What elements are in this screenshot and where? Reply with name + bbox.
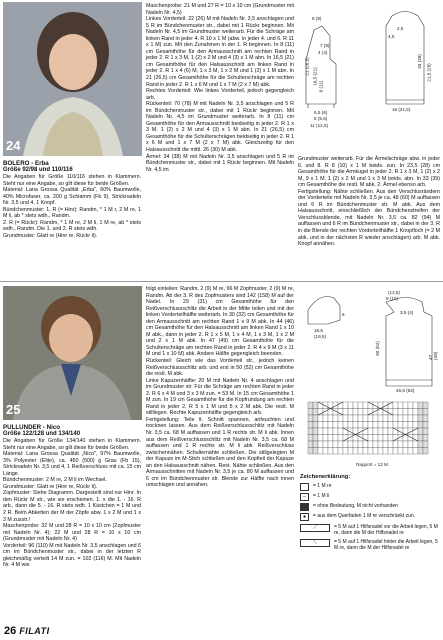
paragraph: Grundmuster weiterarb. Für die Ärmelschräge abw. in jeder 6. und 8. R 8 (10) x 1 M beids. zun. In 23,5 (28) cm Gesamthöhe für die Armkugel in jeder 2. R 1 x 3 M, 1 (2) x 2 M, 9 x 1 M, 1 (2) x 2 M und 1 x 3 M beids. abn. In 33 (39) cm Gesamthöhe die restl. M abk. 2. Ärmel ebenso arb.: [298, 156, 440, 189]
paragraph: Bündchenmuster: 2 M re, 2 M li im Wechsel.: [3, 477, 107, 484]
chart-cell: [343, 422, 348, 429]
dim-label: 50 (52): [374, 341, 380, 356]
increase-symbol-icon: ●: [300, 513, 309, 521]
paragraph: folgt einteilen: Randm, 2 (9) M re, 96 M Zopfmuster, 2 (9) M re, Randm. Ab der 3. R des Zopfmusters sind 142 (158) M auf der Nadel. In 29 (31) cm Gesamthöhe für den Reißverschlussschlitz die Arbeit in der Mitte teilen und mit der linken Vorderteilhälfte weiterarb. In 30 (32) cm Gesamthöhe für den Armausschnitt am rechten Rand 1 x 9 M abk. In 44 (46) cm Gesamthöhe für den Halsausschnitt am linken Rand 1 x 10 M abk., dann in jeder 2. R 1 x 5 M, 1 x 4 M, 1 x 3 M, 1 x 2 M und 2 x 1 M abk. In 47 (49) cm Gesamthöhe für die Schulterschräge am rechten Rand in jeder 2. R 4 x 9 M (3 x 11 M und 1 x 10 M) abk. Andere Hälfte gegengleich beenden.: [146, 286, 294, 358]
dim-label: 18,5: [314, 328, 323, 333]
legend-item: [300, 524, 440, 536]
model-sizes: Größe 122/128 und 134/140: [3, 431, 81, 437]
chart-cell: [353, 402, 358, 409]
chart-cell: [318, 415, 323, 422]
chart-cell: [343, 402, 348, 409]
chart-cell: [348, 441, 353, 448]
paragraph: Vorderteil: 96 (110) M mit Nadeln Nr. 3,5 anschlagen und 6 cm im Bündchenmuster str., dabei in der letzten R gleichmäßig verteilt 14 M zun. = 102 (116) M. Mit Nadeln Nr. 4 M wie: [3, 542, 141, 569]
chart-cell: [413, 409, 418, 416]
paragraph: Die Angaben für Größe 134/140 stehen in Klammern. Steht nur eine Angabe, so gilt diese für beide Größen.: [3, 438, 141, 451]
paragraph: Material: Lana Grossa Qualität „Nico", 97% Baumwolle, 3% Polyester (Elite), ca. 450 (500) g Grau (Fb 15), Stricknadeln Nr. 3,5 und 4, 1 Reißverschluss mit ca. 15 cm Länge.: [3, 451, 141, 477]
chart-cell: [383, 422, 388, 429]
chart-cell: [358, 422, 363, 429]
knit-symbol-icon: [300, 483, 309, 491]
chart-cell: [388, 422, 393, 429]
dim-label: 5 (5,5): [314, 116, 328, 121]
paragraph: Linkes Vorderteil: 22 (26) M mit Nadeln Nr. 3,5 anschlagen und 5 R im Bündchenmuster str., dabei mit 1 Rückr beginnen. Mit Nadeln Nr. 4,5 im Grundmuster weiterarb. Für die Schräge am linken Rand in jeder 4. R 10 x 1 M (abw. in jeder 4. und 6. R 11 x 1 M) zun. Mit den Zunahmen in der 1. R beginnen. In 8 (11) cm Gesamthöhe für den Armausschnitt am rechten Rand in jeder 2. R 1 x 3 M, 1 (2) x 2 M und 4 (3) x 1 M abn. In 16,5 (21) cm Gesamthöhe für den Halsausschnitt am linken Rand in jeder 2. R 1 x 4 (6) M, 1 x 3 M, 1 x 2 M und 1 (2) x 1 M abn. In 21 (26,5) cm Gesamthöhe für die Schulterschräge am rechten Rand in jeder 2. R 1 x 6 M und 1 x 7 M (2 x 7 M) abk.: [146, 16, 294, 88]
paragraph: Maschenprobe: 21 M und 27 R = 10 x 10 cm (Grundmuster mit Nadeln Nr. 4,5): [146, 3, 294, 16]
paragraph: Grundmuster: Glatt re (Hinr re, Rückr li).: [3, 232, 98, 239]
legend-text: = 1 M re: [313, 483, 332, 489]
chart-cell: [328, 415, 333, 422]
chart-cell: [388, 435, 393, 442]
chart-cell: [328, 422, 333, 429]
chart-cell: [373, 435, 378, 442]
model-title: PULLUNDER - Nico: [3, 424, 61, 431]
chart-cell: [313, 422, 318, 429]
chart-cell: [328, 428, 333, 435]
photo-pullunder-boy: [3, 286, 142, 420]
chart-cell: [323, 422, 328, 429]
dim-label: 8 (9): [312, 16, 322, 21]
section-divider: [0, 281, 443, 282]
legend-heading: Zeichenerklärung:: [300, 474, 351, 480]
chart-cell: [383, 441, 388, 448]
chart-cell: [323, 448, 328, 455]
chart-cell: [403, 422, 408, 429]
chart-cell: [378, 441, 383, 448]
paragraph: Material: Lana Grossa Qualität „Erba", 60% Baumwolle, 40% Microfaser, ca. 200 g Schlamm (Fb 9), Stricknadeln Nr. 3,5 und 4, 1 Knopf.: [3, 187, 141, 207]
dim-label: (19,5): [314, 334, 327, 339]
chart-cell: [358, 409, 363, 416]
chart-cell: [368, 415, 373, 422]
dim-label: 9 (10): [386, 296, 399, 301]
paragraph: Die Angaben für Größe 110/116 stehen in Klammern. Steht nur eine Angabe, so gilt diese für beide Größen.: [3, 174, 141, 187]
pullunder-pattern-diagram: [300, 288, 440, 396]
chart-cell: [398, 415, 403, 422]
chart-cell: [348, 415, 353, 422]
chart-cell: [338, 448, 343, 455]
chart-cell: [383, 448, 388, 455]
chart-cell: [388, 415, 393, 422]
chart-cell: [318, 422, 323, 429]
chart-cell: [313, 428, 318, 435]
chart-cell: [383, 435, 388, 442]
pullunder-schematic: [300, 288, 440, 396]
chart-cell: [318, 435, 323, 442]
chart-cell: [423, 441, 428, 448]
chart-cell: [418, 441, 423, 448]
dim-label: (12,5): [388, 290, 401, 295]
photo-bolero-girl: [3, 2, 142, 156]
legend-text: = 1 M li: [313, 493, 330, 499]
chart-cell: [403, 441, 408, 448]
chart-cell: [378, 428, 383, 435]
dim-label: 16,5 (21): [312, 67, 318, 86]
chart-cell: [368, 422, 373, 429]
dim-label: 8 (11): [318, 80, 324, 93]
chart-cell: [318, 448, 323, 455]
chart-cell: [378, 415, 383, 422]
chart-cell: [348, 402, 353, 409]
chart-cell: [373, 441, 378, 448]
paragraph: Fertigstellung: Nähte schließen. Aus den Verschlusrändern der Vorderteile mit Nadeln Nr. 3,5 je ca. 48 (60) M auffassen und 6 R im Bündchenmuster str. M abk. Aus dem Halsausschnitt, einschließlich der Bündchenstreifen der Verschlussblende, mit Nadeln Nr. 3,5 ca. 82 (94) M auffassen und 6 R im Bündchenmuster str., dabei in der 3. R in die Blende der rechten Vorderteilhälfte 1 Knopfloch (= 2 M abk. und in der nächsten R wieder anschlagen) arb. M abk. Knopf annähen.: [298, 188, 440, 248]
legend-text: = 5 M auf 1 Hilfsnadel hinter die Arbeit legen, 5 M re, dann die M der Hilfsnadel re: [334, 539, 438, 551]
chart-cell: [363, 422, 368, 429]
chart-cell: [408, 448, 413, 455]
legend-item: [300, 539, 440, 551]
dim-label: 7 (9): [320, 43, 330, 48]
paragraph: Ärmel: 34 (38) M mit Nadeln Nr. 3,5 anschlagen und 5 R im Bündchenmuster str., dabei mit 1 Rückr beginnen. Mit Nadeln Nr. 4,5 im: [146, 153, 294, 173]
bolero-schematic: [300, 4, 440, 152]
no-stitch-symbol-icon: ■: [300, 503, 309, 511]
chart-cell: [323, 415, 328, 422]
dim-label: 21 (26,5): [304, 57, 310, 76]
chart-cell: [368, 441, 373, 448]
chart-cell: [393, 448, 398, 455]
dim-label: 47 (49): [428, 351, 438, 360]
chart-cell: [308, 422, 313, 429]
model-number-badge: 24: [6, 138, 21, 153]
chart-cell: [358, 441, 363, 448]
chart-cell: [418, 448, 423, 455]
cable-back-symbol-icon: ⟍: [300, 539, 330, 547]
chart-cell: [378, 422, 383, 429]
chart-cell: [398, 409, 403, 416]
chart-cell: [333, 435, 338, 442]
chart-cell: [353, 409, 358, 416]
legend-text: = 5 M auf 1 Hilfsnadel vor die Arbeit legen, 5 M re, dann die M der Hilfsnadel re: [334, 524, 438, 536]
chart-cell: [333, 415, 338, 422]
model-24-col1: [3, 160, 141, 239]
chart-cell: [363, 402, 368, 409]
purl-symbol-icon: –: [300, 493, 309, 501]
chart-cell: [308, 441, 313, 448]
chart-cell: [353, 448, 358, 455]
paragraph: Maschenprobe: 32 M und 28 R = 10 x 10 cm (Zopfmuster mit Nadeln Nr. 4); 22 M und 28 R = 10 x 10 cm (Grundmuster mit Nadeln Nr. 4): [3, 523, 141, 543]
dim-label: 46,5 (53): [396, 388, 415, 393]
chart-cell: [418, 415, 423, 422]
chart-cell: [338, 441, 343, 448]
chart-cell: [388, 428, 393, 435]
chart-cell: [398, 402, 403, 409]
chart-cell: [383, 428, 388, 435]
chart-cell: [368, 448, 373, 455]
dim-label: 11 (12,5): [310, 123, 329, 128]
chart-cell: [308, 448, 313, 455]
paragraph: 2. R (= Rückr): Randm, * 1 M re, 2 M li, 1 M re, ab * stets wdh., Randm. Die 1. und 2. R stets wdh.: [3, 219, 141, 233]
chart-cell: [408, 441, 413, 448]
chart-cell: [318, 441, 323, 448]
model-24-col3: [298, 156, 440, 248]
chart-cell: [348, 448, 353, 455]
chart-cell: [343, 409, 348, 416]
chart-cell: [373, 448, 378, 455]
legend-text: = aus dem Querfaden 1 M re verschränkt zun.: [313, 513, 416, 519]
model-sizes: Größe 92/98 und 110/116: [3, 167, 73, 173]
chart-cell: [343, 448, 348, 455]
chart-cell: [423, 435, 428, 442]
chart-cell: [423, 409, 428, 416]
legend: [300, 474, 440, 553]
chart-cell: [393, 422, 398, 429]
paragraph: Fertigstellung: Teile lt. Schnitt spannen, anfeuchten und trocknen lassen. Aus dem Reißverschlussschlitz mit Nadeln Nr. 3,5 ca. 68 M auffassen und 1 R rechts str. M li abk. Innen aus dem Reißverschlussschlitz mit Nadeln Nr. 3,5 ca. 68 M auffassen und 1 R rechts str. M li abk. Reißverschluss zwischennähen. Schulternähte schließen. Die stillgelegten M der Kapuze im M-Stich schließen und den Kopfteil der Kapuze an den Halsausschnitt nähen. Rest. Nähte schließen. Aus den Armausschnitten mit Nadeln Nr. 3,5 je ca. 80 M auffassen und 6 cm im Bündchenmuster str. Blende zur Hälfte nach innen umschlagen und annähen.: [146, 416, 294, 489]
chart-cell: [423, 422, 428, 429]
chart-cell: [423, 402, 428, 409]
dim-label: 4 (4): [318, 50, 328, 55]
dim-label: 3,5 (4): [400, 310, 414, 315]
paragraph: Zopfmuster: Siehe Diagramm. Dargestellt sind nur Hinr. In den Rückr M str., wie sie erscheinen. 1. x die 1. - 16. R arb., dann die 5. - 16. R stets wdh. 1 Kästchen = 1 M und 2 R. Beim Abketten der M der Zöpfe abw. 1 x 2 M und 1 x 3 M zusstr.!: [3, 490, 141, 523]
chart-cell: [358, 415, 363, 422]
chart-cell: [313, 415, 318, 422]
chart-cell: [338, 435, 343, 442]
chart-cell: [363, 441, 368, 448]
paragraph: Bündchenmuster: 1. R (= Hinr): Randm, * 1 M r, 2 M re, 1 M li, ab * stets wdh., Randm.: [3, 206, 141, 220]
legend-item: [300, 483, 440, 491]
chart-cell: [418, 428, 423, 435]
rapport-label: Rapport = 12 M: [356, 462, 388, 467]
photo-model-25: [3, 286, 142, 420]
chart-cell: [328, 448, 333, 455]
chart-cell: [353, 415, 358, 422]
chart-cell: [398, 448, 403, 455]
chart-cell: [403, 415, 408, 422]
chart-cell: [313, 435, 318, 442]
chart-cell: [393, 415, 398, 422]
chart-cell: [373, 415, 378, 422]
chart-cell: [413, 415, 418, 422]
chart-cell: [378, 435, 383, 442]
chart-cell: [308, 428, 313, 435]
chart-cell: [383, 415, 388, 422]
bolero-pattern-diagram: [300, 4, 440, 152]
page-number: 26: [4, 625, 17, 637]
chart-cell: [313, 409, 318, 416]
chart-cell: [343, 441, 348, 448]
chart-cell: [333, 448, 338, 455]
chart-cell: [418, 409, 423, 416]
chart-cell: [403, 448, 408, 455]
chart-cell: [418, 435, 423, 442]
paragraph: Rückenteil: 70 (78) M mit Nadeln Nr. 3,5 anschlagen und 5 R im Bündchenmuster str., dabei mit 1 Rückr beginnen. Mit Nadeln Nr. 4,5 im Grundmuster weiterarb. In 8 (11) cm Gesamthöhe für den Armausschnitt beidseitig in jeder 2. R 1 x 3 M, 1 (2) x 2 M und 4 (3) x 1 M abn. In 21 (26,5) cm Gesamthöhe für die Schulterschrägen beidseitig in jeder 2. R 1 x 6 M und 1 x 7 M (2 x 7 M) abk. Gleichzeitig für den Halsausschnitt die mittl. 26 (30) M abk.: [146, 101, 294, 154]
model-title: BOLERO - Erba: [3, 160, 49, 167]
chart-cell: [418, 402, 423, 409]
chart-cell: [423, 415, 428, 422]
chart-cell: [308, 435, 313, 442]
brand-logo: FILATI: [19, 626, 50, 636]
paragraph: Rechtes Vorderteil: Wie linkes Vorderteil, jedoch gegengleich arb.: [146, 88, 294, 101]
chart-cell: [363, 415, 368, 422]
chart-cell: [308, 402, 313, 409]
chart-cell: [413, 441, 418, 448]
chart-cell: [423, 448, 428, 455]
chart-cell: [338, 422, 343, 429]
dim-label: 18 (21,5): [392, 107, 411, 112]
chart-cell: [323, 428, 328, 435]
chart-cell: [388, 448, 393, 455]
page-footer: [4, 625, 50, 637]
legend-text: = ohne Bedeutung, M nicht vorhanden: [313, 503, 398, 509]
chart-cell: [413, 448, 418, 455]
chart-cell: [313, 441, 318, 448]
chart-cell: [353, 422, 358, 429]
legend-item: [300, 503, 440, 511]
chart-cell: [398, 441, 403, 448]
chart-cell: [333, 422, 338, 429]
chart-cell: [418, 422, 423, 429]
paragraph: Linke Kapuzenhälfte: 20 M mit Nadeln Nr. 4 anschlagen und im Grundmuster str. Für die Schräge am rechten Rand in jeder 2. R 6 x 4 M und 3 x 3 M zun. = 53 M. In 15 cm Gesamthöhe 1 M zun. In 19 cm Gesamthöhe für die Kopfrundung am rechten Rand in jeder 2. R 5 x 1 M und 5 x 2 M abk. Die restl. M stilllegen. Rechte Kapuzenhälfte gegengleich arb.: [146, 377, 294, 417]
chart-cell: [363, 448, 368, 455]
paragraph: Grundmuster: Glatt re (Hinr re, Rückr li).: [3, 483, 98, 490]
chart-cell: [358, 448, 363, 455]
chart-cell: [408, 409, 413, 416]
chart-cell: [413, 402, 418, 409]
chart-cell: [338, 415, 343, 422]
chart-cell: [353, 441, 358, 448]
chart-cell: [323, 435, 328, 442]
photo-model-24: [3, 2, 142, 156]
chart-cell: [413, 422, 418, 429]
chart-cell: [393, 441, 398, 448]
chart-cell: [408, 402, 413, 409]
chart-cell: [398, 422, 403, 429]
chart-cell: [348, 409, 353, 416]
chart-cell: [373, 422, 378, 429]
chart-cell: [403, 402, 408, 409]
dim-label: 5,5 (6): [314, 110, 328, 115]
dim-label: 6: [342, 312, 345, 317]
chart-cell: [368, 428, 373, 435]
model-25-col2: [146, 286, 294, 489]
dim-label: 33 (39): [416, 54, 422, 69]
chart-cell: [373, 428, 378, 435]
chart-cell: [348, 422, 353, 429]
paragraph: Rückenteil: Gleich wie das Vorderteil str., jedoch keinen Reißverschlussschlitz arb. und erst in 50 (52) cm Gesamthöhe die restl. M abk.: [146, 358, 294, 378]
chart-cell: [363, 409, 368, 416]
dim-label: 4,5: [388, 34, 395, 39]
dim-label: 2,5: [397, 26, 404, 31]
chart-cell: [408, 422, 413, 429]
model-number-badge: 25: [6, 402, 21, 417]
chart-cell: [393, 409, 398, 416]
chart-cell: [328, 435, 333, 442]
cable-chart-grid: [306, 400, 438, 456]
chart-cell: [393, 402, 398, 409]
model-25-col1: [3, 424, 141, 569]
chart-cell: [313, 402, 318, 409]
chart-cell: [403, 409, 408, 416]
chart-cell: [328, 441, 333, 448]
cable-chart: [306, 400, 438, 468]
chart-cell: [323, 441, 328, 448]
chart-cell: [423, 428, 428, 435]
chart-cell: [343, 415, 348, 422]
legend-item: [300, 493, 440, 501]
model-24-col2: [146, 3, 294, 173]
chart-cell: [313, 448, 318, 455]
chart-cell: [368, 435, 373, 442]
chart-cell: [333, 428, 338, 435]
chart-cell: [333, 441, 338, 448]
chart-cell: [358, 402, 363, 409]
legend-item: [300, 513, 440, 521]
dim-label: 21,5 (28): [426, 63, 432, 82]
chart-cell: [408, 415, 413, 422]
chart-cell: [308, 415, 313, 422]
chart-cell: [318, 428, 323, 435]
chart-cell: [308, 409, 313, 416]
cable-front-symbol-icon: ⟋: [300, 524, 330, 532]
chart-cell: [338, 428, 343, 435]
chart-cell: [378, 448, 383, 455]
chart-cell: [388, 441, 393, 448]
